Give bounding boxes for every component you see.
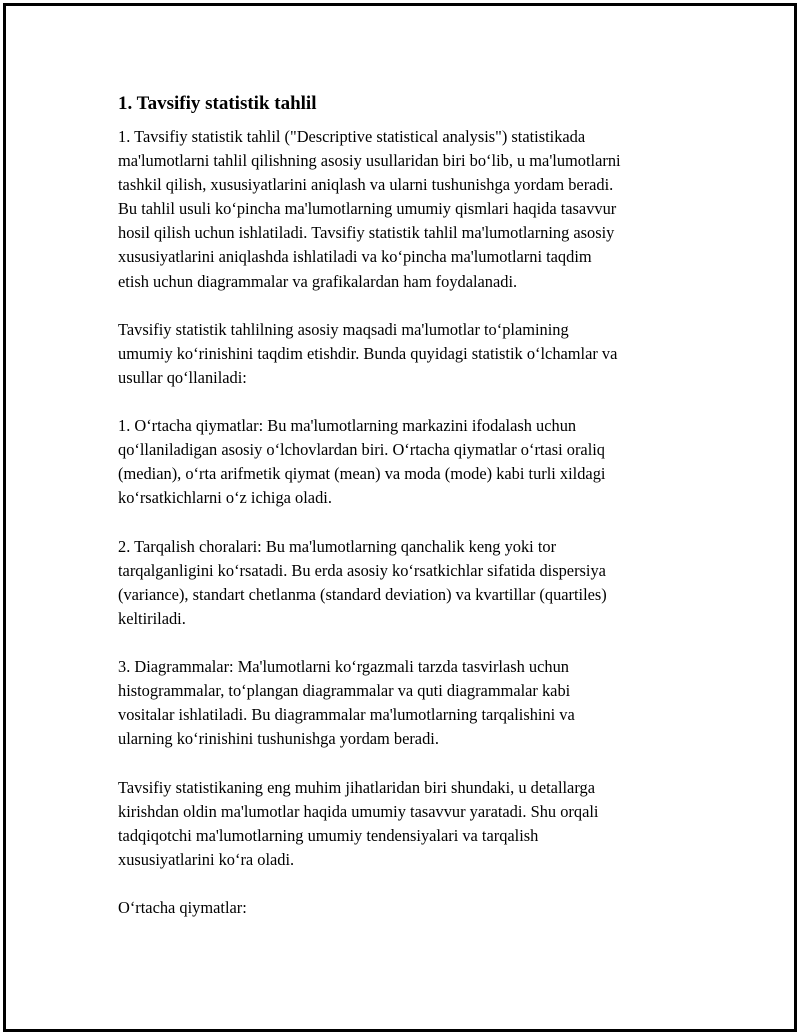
paragraph-averages: 1. O‘rtacha qiymatlar: Bu ma'lumotlarning markazini ifodalash uchun qo‘llaniladigan asosiy o‘lchovlardan biri. O‘rtacha qiymatlar o‘rtasi oraliq (median), o‘rta arifmetik qiymat (mean) va moda (mode) kabi turli xildagi ko‘rsatkichlarni o‘z ichiga oladi. bbox=[118, 416, 606, 508]
paragraph-intro: 1. Tavsifiy statistik tahlil ("Descriptive statistical analysis") statistikada ma'lumotlarni tahlil qilishning asosiy usullaridan biri bo‘lib, u ma'lumotlarni tashkil qilish, xususiyatlarini aniqlash va ularni tushunishga yordam beradi. Bu tahlil usuli ko‘pincha ma'lumotlarning umumiy qismlari haqida tasavvur hosil qilish uchun ishlatiladi. Tavsifiy statistik tahlil ma'lumotlarning asosiy xususiyatlarini aniqlashda ishlatiladi va ko‘pincha ma'lumotlarni taqdim etish uchun diagrammalar va grafikalardan ham foydalanadi. bbox=[118, 127, 621, 291]
document-body bbox=[118, 92, 718, 944]
paragraph-purpose: Tavsifiy statistik tahlilning asosiy maqsadi ma'lumotlar to‘plamining umumiy ko‘rinishini taqdim etishdir. Bunda quyidagi statistik o‘lchamlar va usullar qo‘llaniladi: bbox=[118, 319, 618, 387]
paragraph-summary: Tavsifiy statistikaning eng muhim jihatlaridan biri shundaki, u detallarga kirishdan oldin ma'lumotlar haqida umumiy tasavvur yaratadi. Shu orqali tadqiqotchi ma'lumotlarning umumiy tendensiyalari va tarqalish xususiyatlarini ko‘ra oladi. bbox=[118, 777, 599, 869]
paragraph-dispersion: 2. Tarqalish choralari: Bu ma'lumotlarning qanchalik keng yoki tor tarqalganligini ko‘rsatadi. Bu erda asosiy ko‘rsatkichlar sifatida dispersiya (variance), standart chetlanma (standard deviation) va kvartillar (quartiles) keltiriladi. bbox=[118, 536, 607, 628]
paragraph-diagrams: 3. Diagrammalar: Ma'lumotlarni ko‘rgazmali tarzda tasvirlash uchun histogrammalar, to‘plangan diagrammalar va quti diagrammalar kabi vositalar ishlatiladi. Bu diagrammalar ma'lumotlarning tarqalishini va ularning ko‘rinishini tushunishga yordam beradi. bbox=[118, 657, 575, 749]
paragraph-averages-label: O‘rtacha qiymatlar: bbox=[118, 898, 247, 917]
section-heading: 1. Tavsifiy statistik tahlil bbox=[118, 93, 317, 114]
